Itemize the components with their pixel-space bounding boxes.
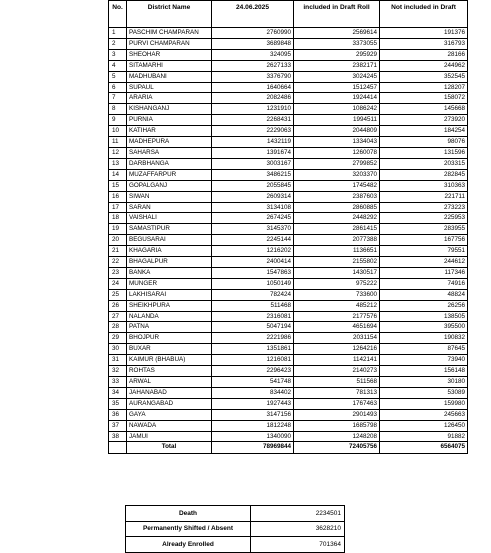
- row-no: 23: [109, 267, 127, 278]
- not-included-count: 244612: [380, 257, 468, 268]
- table-row: [109, 398, 468, 409]
- row-no: 33: [109, 377, 127, 388]
- included-count: 1924414: [294, 93, 380, 104]
- table-row: [109, 93, 468, 104]
- not-included-count: 310363: [380, 180, 468, 191]
- electors-count: 324095: [212, 49, 294, 60]
- summary-label: Permanently Shifted / Absent: [126, 521, 251, 537]
- district-name: ARARIA: [127, 93, 212, 104]
- electors-count: 2229063: [212, 126, 294, 137]
- district-name: JAHANABAD: [127, 387, 212, 398]
- row-no: 22: [109, 257, 127, 268]
- electors-count: 2316081: [212, 311, 294, 322]
- district-name: SAHARSA: [127, 147, 212, 158]
- electors-count: 2082486: [212, 93, 294, 104]
- included-count: 2077388: [294, 235, 380, 246]
- summary-value: 701364: [251, 537, 345, 553]
- not-included-count: 167756: [380, 235, 468, 246]
- included-count: 2044809: [294, 126, 380, 137]
- not-included-count: 203315: [380, 158, 468, 169]
- not-included-count: 53089: [380, 387, 468, 398]
- electors-count: 1340090: [212, 431, 294, 442]
- row-no: 27: [109, 311, 127, 322]
- not-included-count: 128207: [380, 82, 468, 93]
- included-count: 2799852: [294, 158, 380, 169]
- summary-row-enrolled: [126, 537, 345, 553]
- not-included-count: 395500: [380, 322, 468, 333]
- included-count: 1264216: [294, 344, 380, 355]
- table-row: [109, 366, 468, 377]
- included-count: 511568: [294, 377, 380, 388]
- district-name: BHAGALPUR: [127, 257, 212, 268]
- row-no: 19: [109, 224, 127, 235]
- district-name: MUNGER: [127, 278, 212, 289]
- table-header-row: [109, 1, 468, 28]
- electors-count: 3486215: [212, 169, 294, 180]
- summary-label: Death: [126, 506, 251, 522]
- not-included-count: 221711: [380, 191, 468, 202]
- electors-count: 1812248: [212, 420, 294, 431]
- included-count: 733600: [294, 289, 380, 300]
- electors-count: 1391674: [212, 147, 294, 158]
- table-row: [109, 377, 468, 388]
- total-not-included: 6564075: [380, 442, 468, 454]
- included-count: 2382171: [294, 60, 380, 71]
- header-not-included-draft: Not included in Draft: [380, 1, 468, 28]
- electors-count: 3003167: [212, 158, 294, 169]
- district-name: PURVI CHAMPARAN: [127, 38, 212, 49]
- included-count: 1745482: [294, 180, 380, 191]
- not-included-count: 79551: [380, 246, 468, 257]
- included-count: 2861415: [294, 224, 380, 235]
- not-included-count: 158072: [380, 93, 468, 104]
- row-no: 20: [109, 235, 127, 246]
- electors-count: 2760990: [212, 28, 294, 39]
- row-no: 34: [109, 387, 127, 398]
- district-name: SAMASTIPUR: [127, 224, 212, 235]
- district-name: SITAMARHI: [127, 60, 212, 71]
- electors-count: 1432119: [212, 137, 294, 148]
- table-row: [109, 71, 468, 82]
- district-name: MADHEPURA: [127, 137, 212, 148]
- district-name: NAWADA: [127, 420, 212, 431]
- included-count: 2031154: [294, 333, 380, 344]
- row-no: 37: [109, 420, 127, 431]
- table-row: [109, 344, 468, 355]
- table-row: [109, 387, 468, 398]
- total-no-cell: [109, 442, 127, 454]
- electors-count: 1231910: [212, 104, 294, 115]
- not-included-count: 26256: [380, 300, 468, 311]
- table-row: [109, 82, 468, 93]
- district-name: SHEOHAR: [127, 49, 212, 60]
- district-name: KAIMUR (BHABUA): [127, 355, 212, 366]
- included-count: 3373055: [294, 38, 380, 49]
- not-included-count: 190832: [380, 333, 468, 344]
- header-no: No.: [109, 1, 127, 28]
- table-row: [109, 126, 468, 137]
- electors-count: 2296423: [212, 366, 294, 377]
- row-no: 24: [109, 278, 127, 289]
- total-row: [109, 442, 468, 454]
- row-no: 25: [109, 289, 127, 300]
- included-count: 2177576: [294, 311, 380, 322]
- table-row: [109, 137, 468, 148]
- district-name: MADHUBANI: [127, 71, 212, 82]
- table-row: [109, 322, 468, 333]
- table-row: [109, 180, 468, 191]
- not-included-count: 126450: [380, 420, 468, 431]
- included-count: 1086242: [294, 104, 380, 115]
- district-name: SARAN: [127, 202, 212, 213]
- not-included-count: 74916: [380, 278, 468, 289]
- row-no: 11: [109, 137, 127, 148]
- table-row: [109, 257, 468, 268]
- table-row: [109, 147, 468, 158]
- included-count: 1248208: [294, 431, 380, 442]
- summary-label: Already Enrolled: [126, 537, 251, 553]
- district-name: MUZAFFARPUR: [127, 169, 212, 180]
- electors-count: 1216081: [212, 355, 294, 366]
- district-name: SHEIKHPURA: [127, 300, 212, 311]
- district-name: NALANDA: [127, 311, 212, 322]
- included-count: 4651694: [294, 322, 380, 333]
- not-included-count: 48824: [380, 289, 468, 300]
- included-count: 2155802: [294, 257, 380, 268]
- district-name: AURANGABAD: [127, 398, 212, 409]
- total-electors: 78969844: [212, 442, 294, 454]
- table-row: [109, 169, 468, 180]
- not-included-count: 73940: [380, 355, 468, 366]
- electors-count: 2055845: [212, 180, 294, 191]
- table-row: [109, 28, 468, 39]
- included-count: 1260078: [294, 147, 380, 158]
- not-included-count: 87645: [380, 344, 468, 355]
- table-row: [109, 191, 468, 202]
- table-row: [109, 420, 468, 431]
- not-included-count: 131596: [380, 147, 468, 158]
- electors-count: 2400414: [212, 257, 294, 268]
- included-count: 2140273: [294, 366, 380, 377]
- district-name: GOPALGANJ: [127, 180, 212, 191]
- table-row: [109, 333, 468, 344]
- electors-count: 2627133: [212, 60, 294, 71]
- total-label: Total: [127, 442, 212, 454]
- row-no: 4: [109, 60, 127, 71]
- district-name: LAKHISARAI: [127, 289, 212, 300]
- row-no: 38: [109, 431, 127, 442]
- electors-count: 834402: [212, 387, 294, 398]
- not-included-count: 352545: [380, 71, 468, 82]
- table-row: [109, 213, 468, 224]
- row-no: 29: [109, 333, 127, 344]
- not-included-count: 117346: [380, 267, 468, 278]
- summary-value: 2234501: [251, 506, 345, 522]
- total-included: 72405756: [294, 442, 380, 454]
- district-name: PASCHIM CHAMPARAN: [127, 28, 212, 39]
- district-table: [108, 0, 468, 454]
- row-no: 32: [109, 366, 127, 377]
- district-name: DARBHANGA: [127, 158, 212, 169]
- table-row: [109, 289, 468, 300]
- electors-count: 1216202: [212, 246, 294, 257]
- header-included-draft: included in Draft Roll: [294, 1, 380, 28]
- district-name: KISHANGANJ: [127, 104, 212, 115]
- header-electors-date: 24.06.2025: [212, 1, 294, 28]
- not-included-count: 30180: [380, 377, 468, 388]
- table-row: [109, 431, 468, 442]
- district-name: GAYA: [127, 409, 212, 420]
- district-name: VAISHALI: [127, 213, 212, 224]
- not-included-count: 283955: [380, 224, 468, 235]
- row-no: 7: [109, 93, 127, 104]
- included-count: 781313: [294, 387, 380, 398]
- not-included-count: 244962: [380, 60, 468, 71]
- electors-count: 2674245: [212, 213, 294, 224]
- included-count: 3203370: [294, 169, 380, 180]
- included-count: 1685798: [294, 420, 380, 431]
- not-included-count: 282845: [380, 169, 468, 180]
- electors-count: 2609314: [212, 191, 294, 202]
- included-count: 3024245: [294, 71, 380, 82]
- electors-count: 3147156: [212, 409, 294, 420]
- row-no: 21: [109, 246, 127, 257]
- electors-count: 5047194: [212, 322, 294, 333]
- not-included-count: 273920: [380, 115, 468, 126]
- table-row: [109, 278, 468, 289]
- table-row: [109, 267, 468, 278]
- district-name: KHAGARIA: [127, 246, 212, 257]
- district-name: KATIHAR: [127, 126, 212, 137]
- header-district: District Name: [127, 1, 212, 28]
- district-name: PURNIA: [127, 115, 212, 126]
- included-count: 1136651: [294, 246, 380, 257]
- row-no: 8: [109, 104, 127, 115]
- table-row: [109, 158, 468, 169]
- included-count: 1142141: [294, 355, 380, 366]
- table-row: [109, 115, 468, 126]
- row-no: 10: [109, 126, 127, 137]
- included-count: 1430517: [294, 267, 380, 278]
- included-count: 975222: [294, 278, 380, 289]
- not-included-count: 156148: [380, 366, 468, 377]
- electors-count: 3376790: [212, 71, 294, 82]
- electors-count: 3134108: [212, 202, 294, 213]
- summary-row-shifted: [126, 521, 345, 537]
- row-no: 35: [109, 398, 127, 409]
- district-name: JAMUI: [127, 431, 212, 442]
- electors-count: 3689848: [212, 38, 294, 49]
- electors-count: 541748: [212, 377, 294, 388]
- row-no: 28: [109, 322, 127, 333]
- district-name: BUXAR: [127, 344, 212, 355]
- row-no: 6: [109, 82, 127, 93]
- electors-count: 1640664: [212, 82, 294, 93]
- table-row: [109, 202, 468, 213]
- row-no: 17: [109, 202, 127, 213]
- row-no: 2: [109, 38, 127, 49]
- table-row: [109, 104, 468, 115]
- included-count: 2860885: [294, 202, 380, 213]
- district-name: BEGUSARAI: [127, 235, 212, 246]
- row-no: 30: [109, 344, 127, 355]
- not-included-count: 91882: [380, 431, 468, 442]
- included-count: 1334043: [294, 137, 380, 148]
- included-count: 2387603: [294, 191, 380, 202]
- not-included-count: 316793: [380, 38, 468, 49]
- row-no: 9: [109, 115, 127, 126]
- row-no: 13: [109, 158, 127, 169]
- table-row: [109, 409, 468, 420]
- row-no: 1: [109, 28, 127, 39]
- table-row: [109, 60, 468, 71]
- electors-count: 511468: [212, 300, 294, 311]
- not-included-count: 28166: [380, 49, 468, 60]
- table-row: [109, 246, 468, 257]
- not-included-count: 273223: [380, 202, 468, 213]
- district-name: BANKA: [127, 267, 212, 278]
- electors-count: 3145370: [212, 224, 294, 235]
- summary-value: 3628210: [251, 521, 345, 537]
- row-no: 16: [109, 191, 127, 202]
- summary-table: [125, 505, 345, 553]
- table-row: [109, 235, 468, 246]
- district-name: ARWAL: [127, 377, 212, 388]
- electors-count: 2268431: [212, 115, 294, 126]
- not-included-count: 98076: [380, 137, 468, 148]
- row-no: 36: [109, 409, 127, 420]
- row-no: 31: [109, 355, 127, 366]
- table-row: [109, 38, 468, 49]
- district-name: BHOJPUR: [127, 333, 212, 344]
- district-name: SUPAUL: [127, 82, 212, 93]
- electors-count: 1050149: [212, 278, 294, 289]
- row-no: 5: [109, 71, 127, 82]
- electors-count: 782424: [212, 289, 294, 300]
- summary-row-death: [126, 506, 345, 522]
- electors-count: 1927443: [212, 398, 294, 409]
- row-no: 12: [109, 147, 127, 158]
- electors-count: 1547863: [212, 267, 294, 278]
- row-no: 3: [109, 49, 127, 60]
- not-included-count: 184254: [380, 126, 468, 137]
- electors-count: 1351861: [212, 344, 294, 355]
- not-included-count: 225953: [380, 213, 468, 224]
- table-row: [109, 300, 468, 311]
- table-body: [109, 28, 468, 442]
- included-count: 485212: [294, 300, 380, 311]
- district-name: PATNA: [127, 322, 212, 333]
- electors-count: 2245144: [212, 235, 294, 246]
- included-count: 1767463: [294, 398, 380, 409]
- table-row: [109, 49, 468, 60]
- not-included-count: 191376: [380, 28, 468, 39]
- not-included-count: 138505: [380, 311, 468, 322]
- included-count: 1512457: [294, 82, 380, 93]
- included-count: 2901493: [294, 409, 380, 420]
- district-name: ROHTAS: [127, 366, 212, 377]
- not-included-count: 245663: [380, 409, 468, 420]
- not-included-count: 159980: [380, 398, 468, 409]
- included-count: 2569614: [294, 28, 380, 39]
- table-row: [109, 311, 468, 322]
- table-row: [109, 224, 468, 235]
- row-no: 18: [109, 213, 127, 224]
- row-no: 15: [109, 180, 127, 191]
- table-row: [109, 355, 468, 366]
- district-name: SIWAN: [127, 191, 212, 202]
- not-included-count: 145668: [380, 104, 468, 115]
- included-count: 2448292: [294, 213, 380, 224]
- included-count: 1994511: [294, 115, 380, 126]
- included-count: 295929: [294, 49, 380, 60]
- row-no: 14: [109, 169, 127, 180]
- row-no: 26: [109, 300, 127, 311]
- electors-count: 2221986: [212, 333, 294, 344]
